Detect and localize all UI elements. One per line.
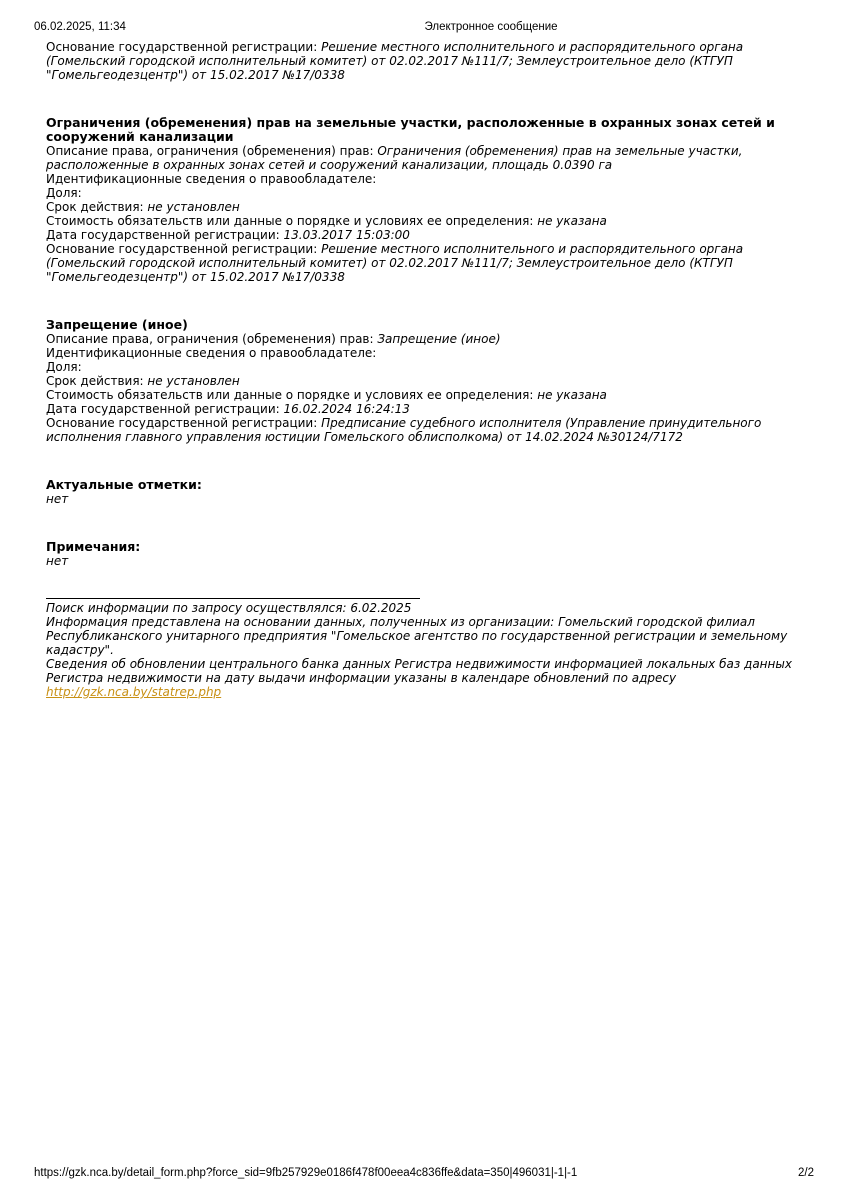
section2-term-label: Срок действия: xyxy=(46,374,148,388)
section1-basis-row xyxy=(46,242,806,284)
marks-title: Актуальные отметки: xyxy=(46,477,202,492)
print-datetime: 06.02.2025, 11:34 xyxy=(34,21,126,33)
section2-basis-row xyxy=(46,416,806,444)
section2-desc-value: Запрещение (иное) xyxy=(377,332,501,346)
document-body xyxy=(46,40,806,699)
section1-cost-label: Стоимость обязательств или данные о порядке и условиях ее определения: xyxy=(46,214,538,228)
section1-share-label: Доля: xyxy=(46,186,82,200)
top-basis-value: Решение местного исполнительного и распорядительного органа (Гомельский городской исполнительный комитет) от 02.02.2017 №111/7; Землеустроительное дело (КТГУП "Гомельгеодезцентр") от 15.02.2017 №17/0338 xyxy=(46,40,744,82)
section2-term-row xyxy=(46,374,806,388)
section1-date-label: Дата государственной регистрации: xyxy=(46,228,284,242)
section1-basis-value: Решение местного исполнительного и распорядительного органа (Гомельский городской исполнительный комитет) от 02.02.2017 №111/7; Землеустроительное дело (КТГУП "Гомельгеодезцентр") от 15.02.2017 №17/0338 xyxy=(46,242,744,284)
section2-ident-label: Идентификационные сведения о правообладателе: xyxy=(46,346,377,360)
section1-date-row xyxy=(46,228,806,242)
statrep-link[interactable]: http://gzk.nca.by/statrep.php xyxy=(46,685,222,699)
page-number: 2/2 xyxy=(798,1167,814,1179)
section2-desc-label: Описание права, ограничения (обременения) прав: xyxy=(46,332,378,346)
section2-title: Запрещение (иное) xyxy=(46,317,188,332)
section1-desc-row xyxy=(46,144,806,172)
section1-term-label: Срок действия: xyxy=(46,200,148,214)
section1-basis-label: Основание государственной регистрации: xyxy=(46,242,322,256)
section1-term-row xyxy=(46,200,806,214)
remarks-value: нет xyxy=(46,554,69,568)
section2-cost-value: не указана xyxy=(537,388,607,402)
section2-date-row xyxy=(46,402,806,416)
notes-divider xyxy=(46,598,420,599)
section1-title: Ограничения (обременения) прав на земельные участки, расположенные в охранных зонах сетей и сооружений канализации xyxy=(46,115,775,144)
section1-date-value: 13.03.2017 15:03:00 xyxy=(283,228,410,242)
section2-date-label: Дата государственной регистрации: xyxy=(46,402,284,416)
section2-desc-row xyxy=(46,332,806,346)
print-title: Электронное сообщение xyxy=(424,21,558,33)
top-basis-row xyxy=(46,40,806,82)
notes-search-date: Поиск информации по запросу осуществлялся: 6.02.2025 xyxy=(46,601,412,615)
section2-cost-label: Стоимость обязательств или данные о порядке и условиях ее определения: xyxy=(46,388,538,402)
section2-cost-row xyxy=(46,388,806,402)
section2-share-label: Доля: xyxy=(46,360,82,374)
section1-cost-row xyxy=(46,214,806,228)
marks-value: нет xyxy=(46,492,69,506)
section2-basis-label: Основание государственной регистрации: xyxy=(46,416,322,430)
section2-date-value: 16.02.2024 16:24:13 xyxy=(283,402,410,416)
section1-ident-label: Идентификационные сведения о правообладателе: xyxy=(46,172,377,186)
notes-updates: Сведения об обновлении центрального банка данных Регистра недвижимости информацией локальных баз данных Регистра недвижимости на дату выдачи информации указаны в календаре обновлений по адресу xyxy=(46,657,792,685)
section1-desc-label: Описание права, ограничения (обременения) прав: xyxy=(46,144,378,158)
section2-basis-value: Предписание судебного исполнителя (Управление принудительного исполнения главного управления юстиции Гомельского облисполкома) от 14.02.2024 №30124/7172 xyxy=(46,416,762,444)
section1-desc-value: Ограничения (обременения) прав на земельные участки, расположенные в охранных зонах сетей и сооружений канализации, площадь 0.0390 га xyxy=(46,144,743,172)
print-url: https://gzk.nca.by/detail_form.php?force_sid=9fb257929e0186f478f00eea4c836ffe&data=350|496031|-1|-1 xyxy=(34,1167,578,1179)
section2-term-value: не установлен xyxy=(147,374,240,388)
section1-cost-value: не указана xyxy=(537,214,607,228)
section1-term-value: не установлен xyxy=(147,200,240,214)
notes-source: Информация представлена на основании данных, полученных из организации: Гомельский городской филиал Республиканского унитарного предприятия "Гомельское агентство по государственной регистрации и земельному кадастру". xyxy=(46,615,788,657)
top-basis-label: Основание государственной регистрации: xyxy=(46,40,322,54)
remarks-title: Примечания: xyxy=(46,539,141,554)
